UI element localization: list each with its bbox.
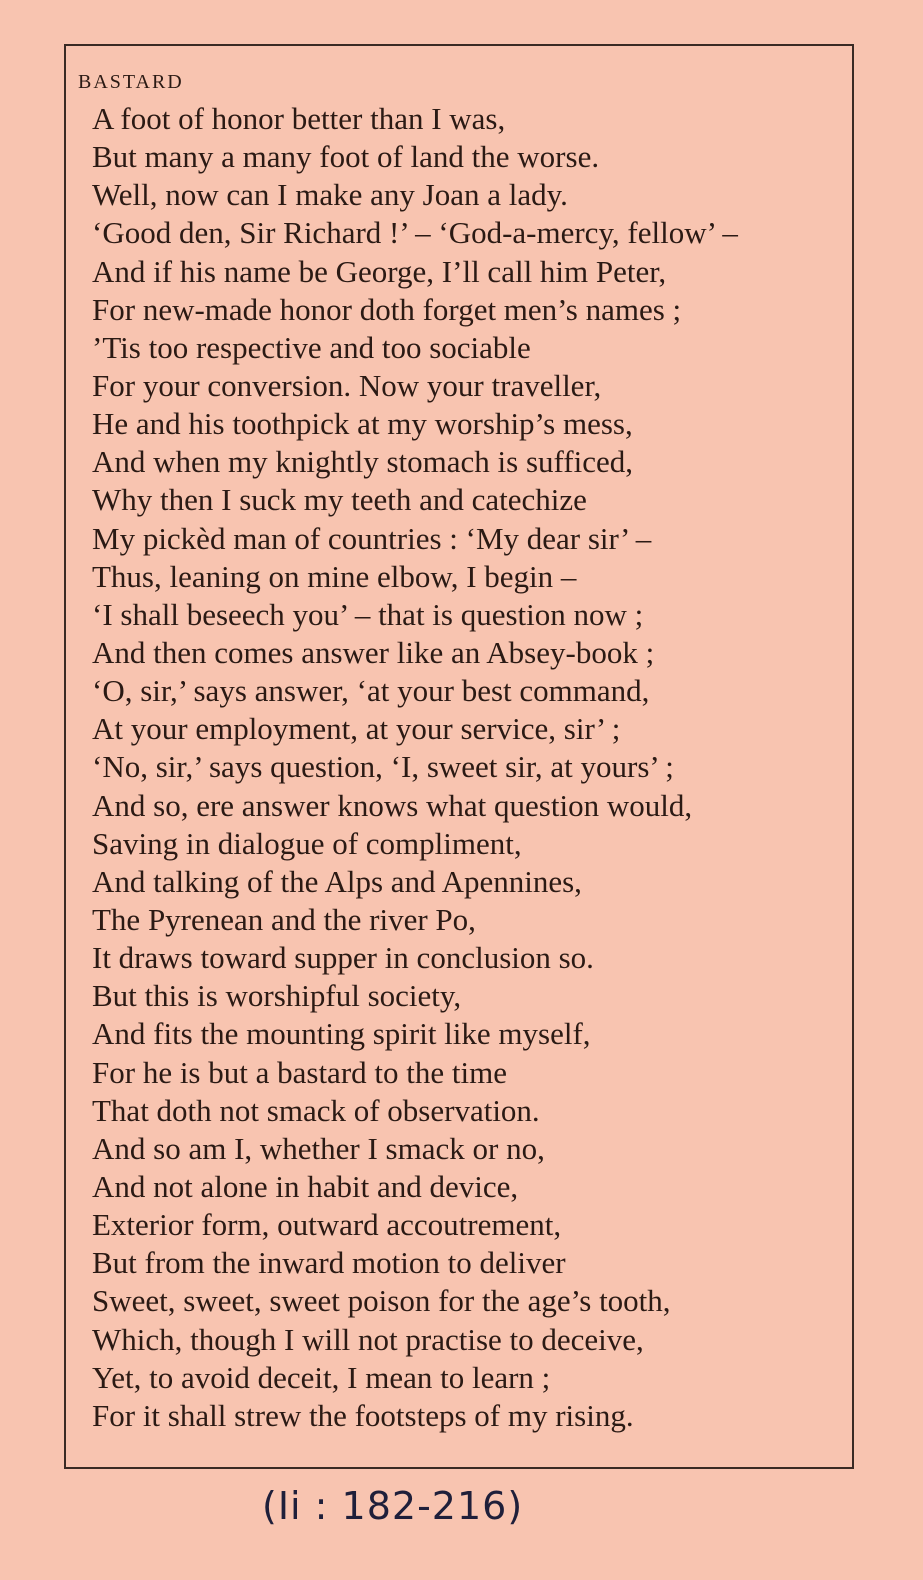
verse-line: For it shall strew the footsteps of my rising.	[92, 1397, 634, 1433]
handwritten-citation: (Ii : 182-216)	[262, 1484, 524, 1528]
verse-line: A foot of honor better than I was,	[92, 101, 506, 136]
verse-line: ‘No, sir,’ says question, ‘I, sweet sir, at yours’ ;	[92, 749, 674, 785]
verse-line: But this is worshipful society,	[92, 978, 462, 1014]
verse-line: For he is but a bastard to the time	[92, 1054, 507, 1090]
verse-line: At your employment, at your service, sir’ ;	[92, 711, 621, 747]
verse-line: And not alone in habit and device,	[92, 1168, 519, 1204]
verse-line: The Pyrenean and the river Po,	[92, 901, 476, 937]
verse-line: It draws toward supper in conclusion so.	[92, 940, 594, 976]
verse-line: And fits the mounting spirit like myself,	[92, 1016, 591, 1052]
verse-line: Well, now can I make any Joan a lady.	[92, 177, 568, 213]
speaker-name: BASTARD	[78, 71, 184, 93]
verse-line: Why then I suck my teeth and catechize	[92, 482, 587, 518]
verse-line: That doth not smack of observation.	[92, 1092, 540, 1128]
verse-line: And so, ere answer knows what question would,	[92, 787, 693, 823]
verse-line: Saving in dialogue of compliment,	[92, 825, 522, 861]
verse-line: And if his name be George, I’ll call him Peter,	[92, 253, 667, 289]
verse-line: He and his toothpick at my worship’s mess,	[92, 406, 633, 442]
verse-line: Thus, leaning on mine elbow, I begin –	[92, 558, 577, 594]
verse-line: ‘O, sir,’ says answer, ‘at your best command,	[92, 673, 650, 709]
verse-line: For new-made honor doth forget men’s names ;	[92, 291, 682, 327]
verse-line: Sweet, sweet, sweet poison for the age’s tooth,	[92, 1283, 671, 1319]
verse-line: Yet, to avoid deceit, I mean to learn ;	[92, 1359, 551, 1395]
verse-line: And when my knightly stomach is sufficed,	[92, 444, 634, 480]
verse-line: But many a many foot of land the worse.	[92, 139, 600, 175]
verse-line: And so am I, whether I smack or no,	[92, 1130, 545, 1166]
verse-passage	[92, 100, 842, 1435]
verse-line: Exterior form, outward accoutrement,	[92, 1207, 562, 1243]
verse-line: ‘Good den, Sir Richard !’ – ‘God-a-mercy, fellow’ –	[92, 215, 738, 251]
verse-line: ’Tis too respective and too sociable	[92, 329, 531, 365]
verse-line: But from the inward motion to deliver	[92, 1245, 566, 1281]
verse-line: ‘I shall beseech you’ – that is question now ;	[92, 596, 644, 632]
verse-line: Which, though I will not practise to deceive,	[92, 1321, 644, 1357]
verse-line: And then comes answer like an Absey-book ;	[92, 634, 655, 670]
verse-line: My pickèd man of countries : ‘My dear sir’ –	[92, 520, 652, 556]
verse-line: And talking of the Alps and Apennines,	[92, 863, 582, 899]
verse-line: For your conversion. Now your traveller,	[92, 367, 602, 403]
